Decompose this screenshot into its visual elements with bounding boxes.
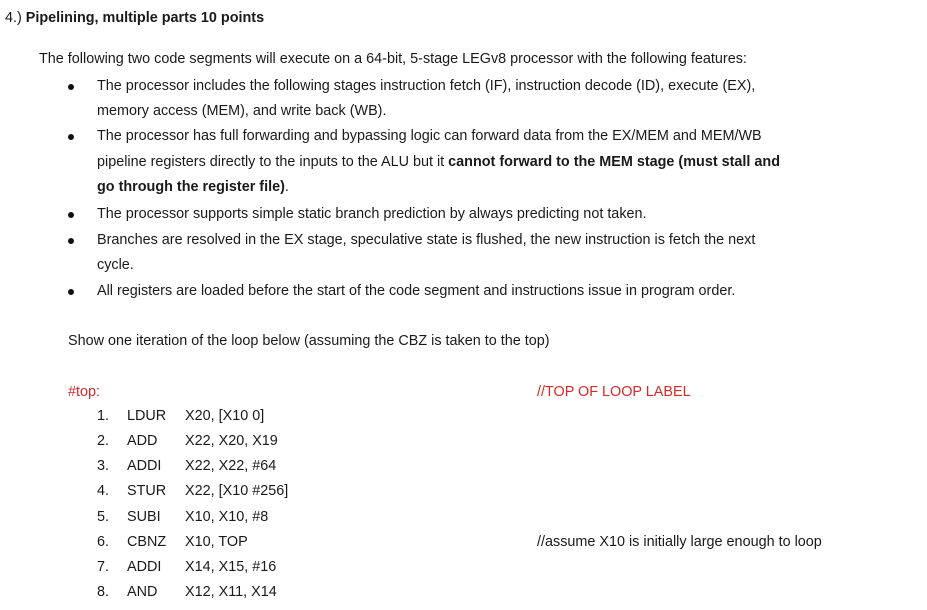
code-line — [97, 505, 897, 530]
feature-emphasis: cannot forward to the MEM stage (must stall and — [448, 154, 780, 170]
code-line — [97, 454, 897, 479]
code-comment: //assume X10 is initially large enough to loop — [537, 534, 822, 550]
intro-paragraph: The following two code segments will execute on a 64-bit, 5-stage LEGv8 processor with the following features: — [39, 51, 747, 67]
feature-line — [97, 175, 289, 201]
line-number: 6. — [97, 534, 110, 550]
loop-label-comment: //TOP OF LOOP LABEL — [537, 384, 691, 400]
line-number: 5. — [97, 509, 110, 525]
line-number: 3. — [97, 458, 110, 474]
operands: X10, X10, #8 — [185, 509, 269, 525]
operands: X20, [X10 0] — [185, 408, 265, 424]
question-heading — [5, 10, 264, 26]
bullet-icon — [68, 238, 74, 244]
operands: X22, [X10 #256] — [185, 483, 289, 499]
operands: X12, X11, X14 — [185, 584, 277, 600]
bullet-icon — [68, 84, 74, 90]
question-number: 4.) — [5, 10, 22, 26]
opcode: CBNZ — [127, 534, 167, 550]
code-line — [97, 530, 897, 555]
line-number: 7. — [97, 559, 110, 575]
opcode: ADD — [127, 433, 158, 449]
operands: X10, TOP — [185, 534, 248, 550]
feature-line: Branches are resolved in the EX stage, speculative state is flushed, the new instruction is fetch the next — [97, 232, 756, 248]
feature-line: All registers are loaded before the start of the code segment and instructions issue in program order. — [97, 283, 736, 299]
code-line — [97, 429, 897, 454]
feature-line: The processor has full forwarding and bypassing logic can forward data from the EX/MEM and MEM/WB — [97, 128, 762, 144]
question-title: Pipelining, multiple parts 10 points — [25, 10, 265, 26]
code-line — [97, 404, 897, 429]
line-number: 8. — [97, 584, 110, 600]
operands: X22, X20, X19 — [185, 433, 278, 449]
feature-text: pipeline registers directly to the inputs to the ALU but it — [97, 154, 449, 170]
feature-line: The processor includes the following stages instruction fetch (IF), instruction decode (ID), execute (EX), — [97, 78, 756, 94]
code-line — [97, 479, 897, 504]
line-number: 2. — [97, 433, 110, 449]
opcode: ADDI — [127, 559, 162, 575]
instruction-text: Show one iteration of the loop below (assuming the CBZ is taken to the top) — [68, 333, 550, 349]
feature-line: The processor supports simple static branch prediction by always predicting not taken. — [97, 206, 647, 222]
code-line — [97, 580, 897, 605]
operands: X14, X15, #16 — [185, 559, 277, 575]
opcode: SUBI — [127, 509, 161, 525]
feature-line: memory access (MEM), and write back (WB). — [97, 103, 387, 119]
operands: X22, X22, #64 — [185, 458, 277, 474]
line-number: 1. — [97, 408, 110, 424]
bullet-icon — [68, 212, 74, 218]
feature-text: . — [284, 179, 289, 195]
bullet-icon — [68, 289, 74, 295]
opcode: AND — [127, 584, 158, 600]
feature-line — [97, 150, 780, 176]
feature-emphasis: go through the register file) — [97, 179, 285, 195]
code-line — [97, 555, 897, 580]
loop-label: #top: — [68, 384, 101, 400]
feature-line: cycle. — [97, 257, 134, 273]
opcode: LDUR — [127, 408, 167, 424]
line-number: 4. — [97, 483, 110, 499]
bullet-icon — [68, 134, 74, 140]
opcode: ADDI — [127, 458, 162, 474]
opcode: STUR — [127, 483, 167, 499]
